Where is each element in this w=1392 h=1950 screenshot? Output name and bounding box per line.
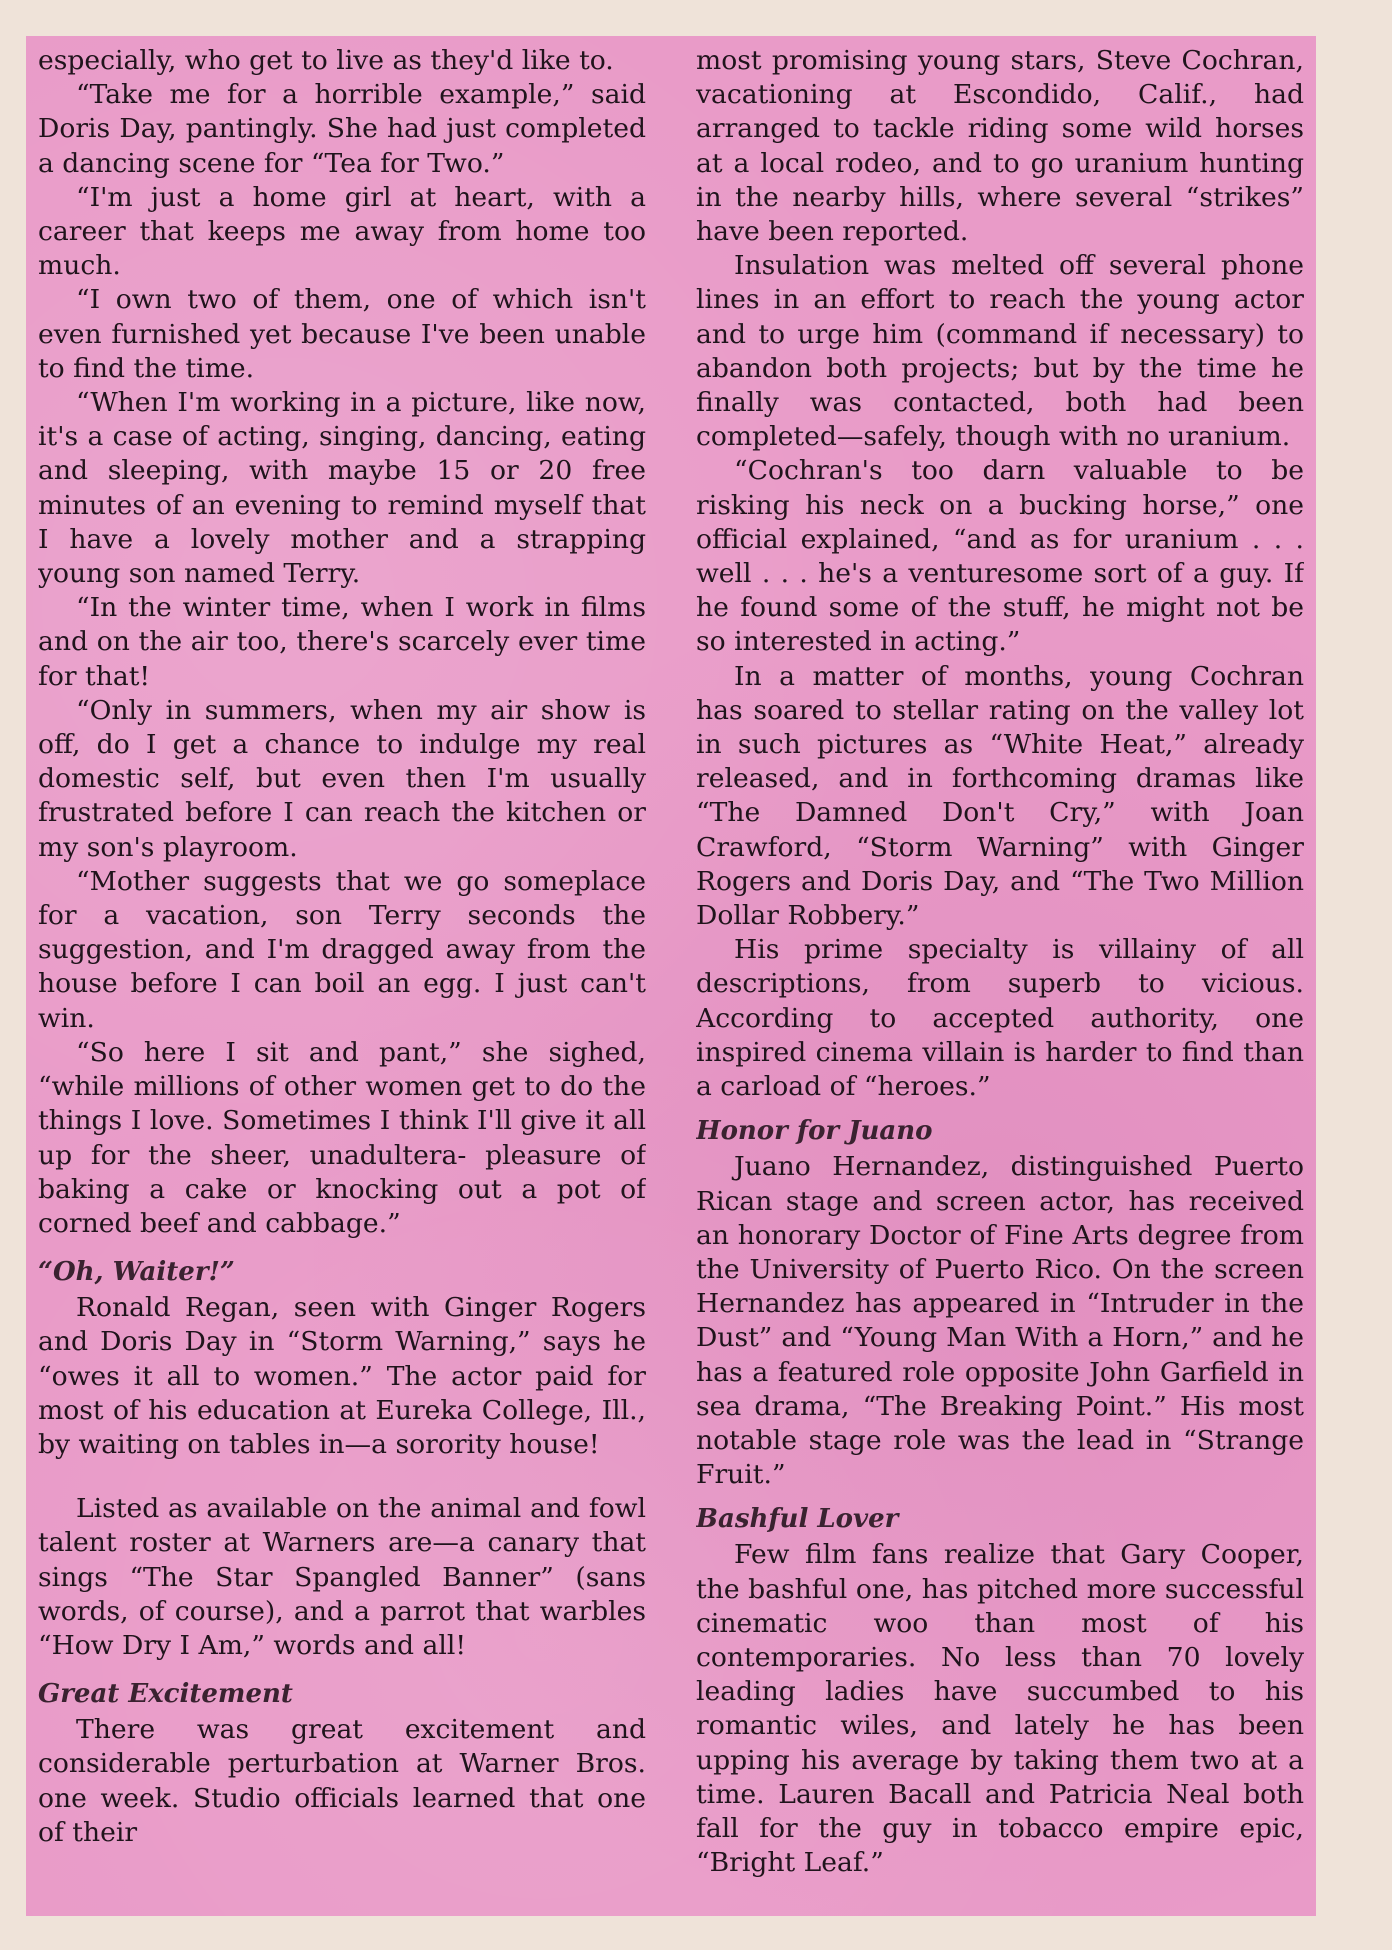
section-heading-great-excitement: Great Excitement bbox=[38, 1679, 293, 1710]
paragraph: “I own two of them, one of which isn't even furnished yet because I've been unable to find the time. bbox=[38, 284, 646, 384]
paragraph: “Take me for a horrible example,” said Doris Day, pantingly. She had just completed a dancing scene for “Tea for Two.” bbox=[38, 79, 646, 179]
magazine-page bbox=[26, 36, 1316, 1916]
paragraph: “In the winter time, when I work in films and on the air too, there's scarcely ever time for that! bbox=[38, 592, 646, 692]
left-column bbox=[38, 44, 646, 1904]
paragraph: Insulation was melted off several phone lines in an effort to reach the young actor and to urge him (command if necessary) to abandon both projects; but by the time he finally was contacted, both had been completed—safely, though with no uranium. bbox=[696, 250, 1304, 453]
paragraph: “Cochran's too darn valuable to be risking his neck on a bucking horse,” one official explained, “and as for uranium . . . well . . . he's a venturesome sort of a guy. If he found some of the stuff, he might not be so interested in acting.” bbox=[696, 455, 1304, 658]
right-column bbox=[696, 44, 1304, 1904]
paragraph: In a matter of months, young Cochran has soared to stellar rating on the valley lot in such pictures as “White Heat,” already released, and in forthcoming dramas like “The Damned Don't Cry,” with Joan Crawford, “Storm Warning” with Ginger Rogers and Doris Day, and “The Two Million Dollar Robbery.” bbox=[696, 660, 1304, 932]
paragraph: especially, who get to live as they'd like to. bbox=[38, 45, 614, 76]
paragraph: “Mother suggests that we go someplace for a vacation, son Terry seconds the suggestion, and I'm dragged away from the house before I can boil an egg. I just can't win. bbox=[38, 865, 646, 1034]
spacer bbox=[38, 1462, 646, 1492]
paragraph: There was great excitement and considerable perturbation at Warner Bros. one week. Studio officials learned that one of their bbox=[38, 1714, 646, 1848]
paragraph: Ronald Regan, seen with Ginger Rogers and Doris Day in “Storm Warning,” says he “owes it all to women.” The actor paid for most of his education at Eureka College, Ill., by waiting on tables in—a sorority house! bbox=[38, 1292, 646, 1460]
paragraph: “I'm just a home girl at heart, with a career that keeps me away from home too much. bbox=[38, 181, 646, 282]
paragraph: His prime specialty is villainy of all descriptions, from superb to vicious. According to accepted authority, one inspired cinema villain is harder to find than a carload of “heroes.” bbox=[696, 934, 1304, 1103]
section-heading-bashful-lover: Bashful Lover bbox=[696, 1504, 899, 1535]
paragraph: “Only in summers, when my air show is off, do I get a chance to indulge my real domestic self, but even then I'm usually frustrated before I can reach the kitchen or my son's playroom. bbox=[38, 694, 646, 863]
paragraph: Listed as available on the animal and fowl talent roster at Warners are—a canary that sings “The Star Spangled Banner” (sans words, of course), and a parrot that warbles “How Dry I Am,” words and all! bbox=[38, 1493, 646, 1661]
section-heading-honor-for-juano: Honor for Juano bbox=[696, 1116, 933, 1147]
section-heading-oh-waiter: “Oh, Waiter!” bbox=[38, 1257, 235, 1288]
paragraph: Few film fans realize that Gary Cooper, the bashful one, has pitched more successful cinematic woo than most of his contemporaries. No less than 70 lovely leading ladies have succumbed to his romantic wiles, and lately he has been upping his average by taking them two at a time. Lauren Bacall and Patricia Neal both fall for the guy in tobacco empire epic, “Bright Leaf.” bbox=[696, 1539, 1304, 1879]
paragraph: “When I'm working in a picture, like now, it's a case of acting, singing, dancing, eating and sleeping, with maybe 15 or 20 free minutes of an evening to remind myself that I have a lovely mother and a strapping young son named Terry. bbox=[38, 387, 646, 590]
paragraph: “So here I sit and pant,” she sighed, “while millions of other women get to do the things I love. Sometimes I think I'll give it all up for the sheer, unadultera- pleasure of baking a cake or knocking out a pot of corned beef and cabbage.” bbox=[38, 1036, 646, 1239]
paragraph: Juano Hernandez, distinguished Puerto Rican stage and screen actor, has received an honorary Doctor of Fine Arts degree from the University of Puerto Rico. On the screen Hernandez has appeared in “Intruder in the Dust” and “Young Man With a Horn,” and he has a featured role opposite John Garfield in sea drama, “The Breaking Point.” His most notable stage role was the lead in “Strange Fruit.” bbox=[696, 1151, 1304, 1491]
paragraph: most promising young stars, Steve Cochran, vacationing at Escondido, Calif., had arranged to tackle riding some wild horses at a local rodeo, and to go uranium hunting in the nearby hills, where several “strikes” have been reported. bbox=[696, 45, 1304, 248]
